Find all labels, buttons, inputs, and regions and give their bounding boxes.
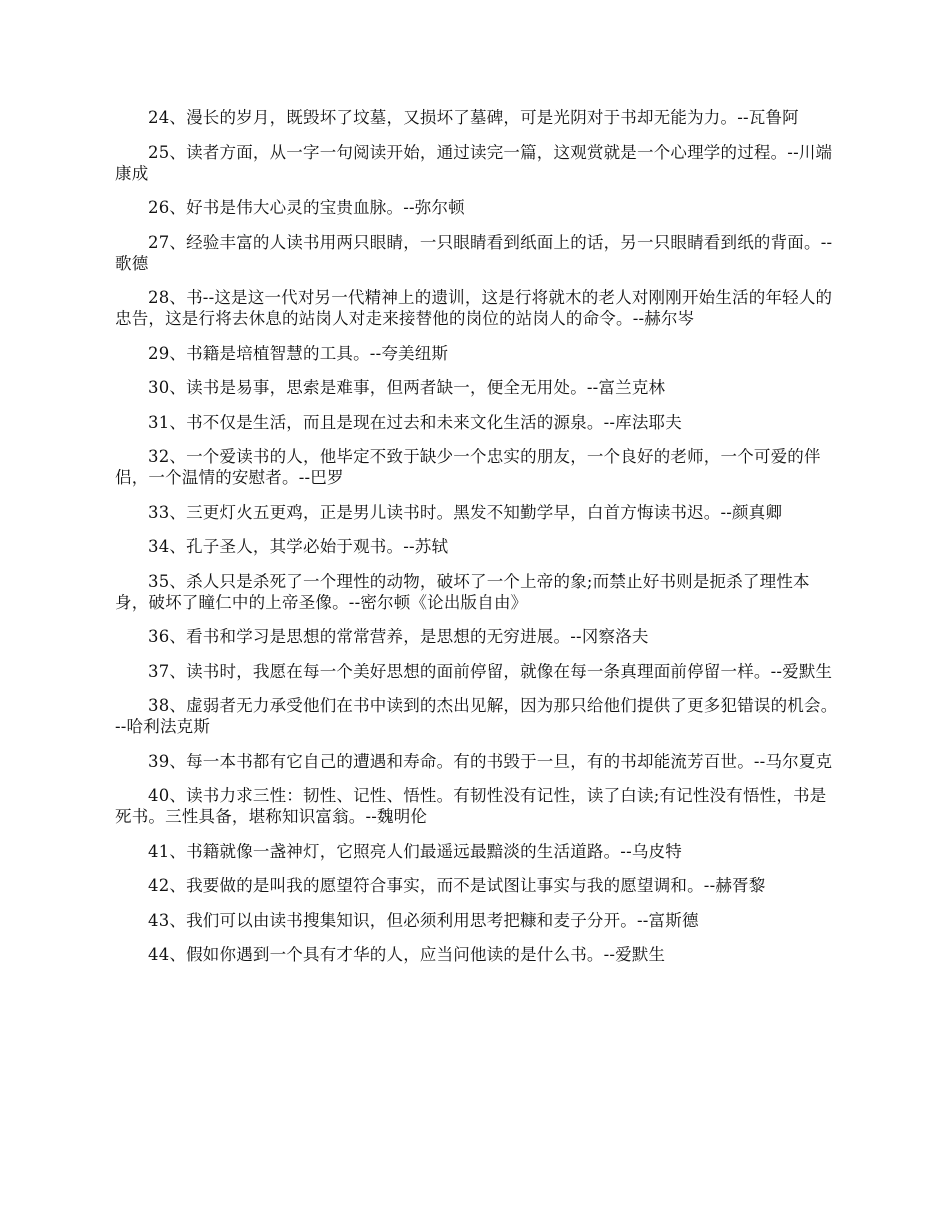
quote-paragraph: 38、虚弱者无力承受他们在书中读到的杰出见解，因为那只给他们提供了更多犯错误的机会。--哈利法克斯 <box>115 696 838 736</box>
quote-list <box>115 107 839 979</box>
quote-paragraph: 27、经验丰富的人读书用两只眼睛，一只眼睛看到纸面上的话，另一只眼睛看到纸的背面。--歌德 <box>115 232 833 273</box>
quote-paragraph: 35、杀人只是杀死了一个理性的动物，破坏了一个上帝的象;而禁止好书则是扼杀了理性本身，破坏了瞳仁中的上帝圣像。--密尔顿《论出版自由》 <box>115 571 810 612</box>
quote-paragraph: 26、好书是伟大心灵的宝贵血脉。--弥尔顿 <box>148 198 465 217</box>
quote-paragraph: 32、一个爱读书的人，他毕定不致于缺少一个忠实的朋友，一个良好的老师，一个可爱的伴侣，一个温情的安慰者。--巴罗 <box>115 447 821 487</box>
quote-paragraph: 42、我要做的是叫我的愿望符合事实，而不是试图让事实与我的愿望调和。--赫胥黎 <box>148 876 766 895</box>
quote-paragraph: 28、书--这是这一代对另一代精神上的遗训，这是行将就木的老人对刚刚开始生活的年轻人的忠告，这是行将去休息的站岗人对走来接替他的岗位的站岗人的命令。--赫尔岑 <box>115 288 833 328</box>
quote-paragraph: 36、看书和学习是思想的常常营养，是思想的无穷进展。--冈察洛夫 <box>148 627 649 646</box>
quote-paragraph: 24、漫长的岁月，既毁坏了坟墓，又损坏了墓碑，可是光阴对于书却无能为力。--瓦鲁阿 <box>148 108 799 127</box>
quote-paragraph: 37、读书时，我愿在每一个美好思想的面前停留，就像在每一条真理面前停留一样。--爱默生 <box>148 661 833 681</box>
quote-paragraph: 29、书籍是培植智慧的工具。--夸美纽斯 <box>148 343 449 363</box>
quote-paragraph: 33、三更灯火五更鸡，正是男儿读书时。黑发不知勤学早，白首方悔读书迟。--颜真卿 <box>148 502 783 522</box>
quote-paragraph: 30、读书是易事，思索是难事，但两者缺一，便全无用处。--富兰克林 <box>148 378 666 397</box>
quote-paragraph: 40、读书力求三性：韧性、记性、悟性。有韧性没有记性，读了白读;有记性没有悟性，书是死书。三性具备，堪称知识富翁。--魏明伦 <box>115 786 827 826</box>
quote-paragraph: 44、假如你遇到一个具有才华的人，应当问他读的是什么书。--爱默生 <box>148 945 666 964</box>
quote-paragraph: 41、书籍就像一盏神灯，它照亮人们最遥远最黯淡的生活道路。--乌皮特 <box>148 841 682 861</box>
quote-paragraph: 39、每一本书都有它自己的遭遇和寿命。有的书毁于一旦，有的书却能流芳百世。--马尔夏克 <box>148 751 833 771</box>
quote-paragraph: 43、我们可以由读书搜集知识，但必须利用思考把糠和麦子分开。--富斯德 <box>148 910 699 930</box>
quote-paragraph: 34、孔子圣人，其学必始于观书。--苏轼 <box>148 537 449 556</box>
quote-paragraph: 31、书不仅是生活，而且是现在过去和未来文化生活的源泉。--库法耶夫 <box>148 412 682 432</box>
quote-paragraph: 25、读者方面，从一字一句阅读开始，通过读完一篇，这观赏就是一个心理学的过程。--川端康成 <box>115 142 833 183</box>
